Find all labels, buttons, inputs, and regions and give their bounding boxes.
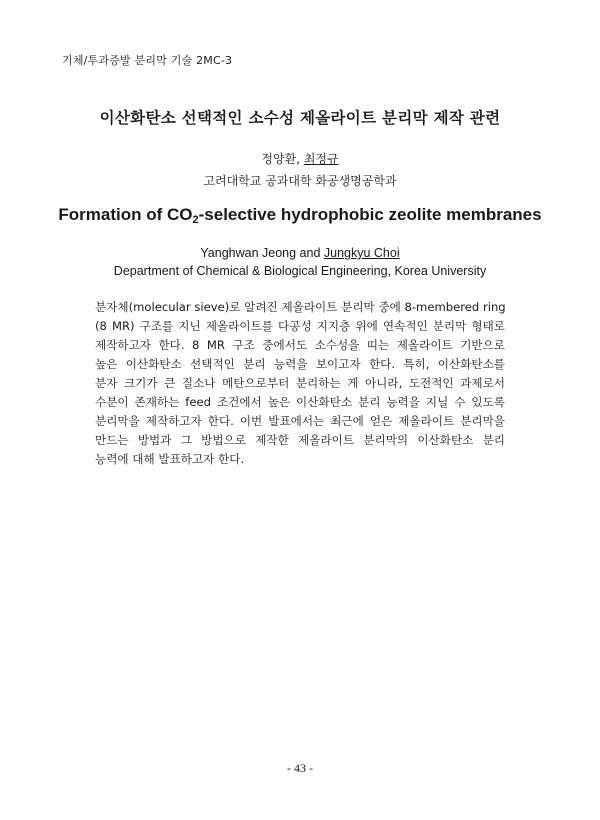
abstract-line: 분자체(molecular sieve)로 알려진 제올라이트 분리막 중에 8-membered ring	[95, 300, 506, 314]
english-title-prefix: Formation of CO	[58, 205, 193, 224]
english-authors	[0, 246, 600, 260]
english-title	[0, 205, 600, 225]
abstract-line: 높은 이산화탄소 선택적인 분리 능력을 보이고자 한다. 특히, 이산화탄소를	[95, 357, 505, 371]
korean-affiliation: 고려대학교 공과대학 화공생명공학과	[203, 174, 397, 188]
page-number: - 43 -	[287, 761, 313, 775]
english-affiliation: Department of Chemical & Biological Engineering, Korea University	[113, 264, 487, 278]
english-author-corresponding: Jungkyu Choi	[323, 246, 400, 260]
abstract-line: 능력에 대해 발표하고자 한다.	[95, 452, 245, 466]
abstract-body	[95, 298, 505, 469]
english-author-separator: and	[296, 246, 324, 260]
english-title-suffix: -selective hydrophobic zeolite membranes	[198, 205, 542, 224]
abstract-line: 제작하고자 한다. 8 MR 구조 중에서도 소수성을 띠는 제올라이트 기반으로	[95, 338, 505, 352]
korean-author-first: 정양환	[261, 152, 297, 166]
english-title-subscript: 2	[192, 214, 199, 226]
korean-author-corresponding: 최정규	[303, 152, 339, 166]
abstract-line: (8 MR) 구조를 지닌 제올라이트를 다공성 지지층 위에 연속적인 분리막 형태로	[95, 319, 505, 333]
abstract-line: 분자 크기가 큰 질소나 메탄으로부터 분리하는 게 아니라, 도전적인 과제로서	[95, 376, 505, 390]
korean-title: 이산화탄소 선택적인 소수성 제올라이트 분리막 제작 관련	[99, 109, 501, 127]
abstract-line: 만드는 방법과 그 방법으로 제작한 제올라이트 분리막의 이산화탄소 분리	[95, 433, 505, 447]
session-label: 기체/투과증발 분리막 기술 2MC-3	[62, 54, 233, 67]
korean-author-separator: ,	[296, 152, 304, 166]
english-author-first: Yanghwan Jeong	[200, 246, 297, 260]
korean-authors	[0, 150, 600, 167]
abstract-line: 분리막을 제작하고자 한다. 이번 발표에서는 최근에 얻은 제올라이트 분리막을	[95, 414, 505, 428]
abstract-line: 수분이 존재하는 feed 조건에서 높은 이산화탄소 분리 능력을 지닐 수 있도록	[95, 395, 505, 409]
